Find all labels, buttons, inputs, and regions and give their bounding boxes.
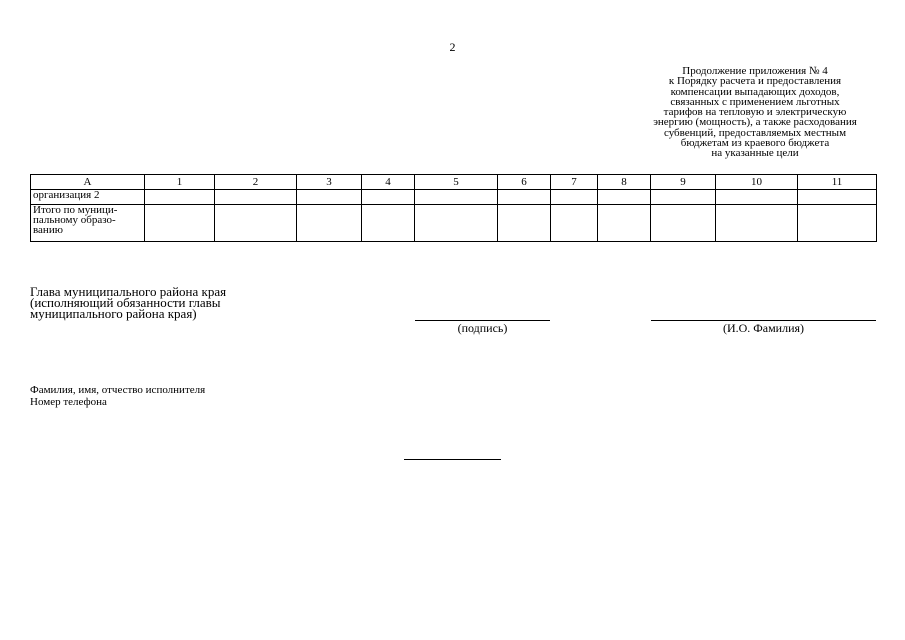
table-cell [145, 205, 215, 242]
table-cell [598, 190, 651, 205]
table-cell [415, 205, 498, 242]
table-cell [716, 190, 798, 205]
appendix-line: энергию (мощность), а также расходования [653, 116, 857, 129]
divider-line [404, 459, 501, 460]
table-cell [362, 190, 415, 205]
table-header-cell: 10 [716, 175, 798, 190]
compensation-table [30, 174, 877, 242]
table-header-cell: 11 [798, 175, 877, 190]
table-row [31, 205, 877, 242]
appendix-line: тарифов на тепловую и электрическую [663, 106, 847, 119]
table-header-row [31, 175, 877, 190]
table-header-cell: 6 [498, 175, 551, 190]
appendix-line: компенсации выпадающих доходов, [670, 85, 840, 98]
table-header-cell: 4 [362, 175, 415, 190]
signatory-title-line: Глава муниципального района края [30, 284, 227, 299]
table-header-cell: 5 [415, 175, 498, 190]
table-cell [598, 205, 651, 242]
table-cell [297, 190, 362, 205]
table-cell [498, 205, 551, 242]
executor-phone-label: Номер телефона [30, 396, 107, 408]
name-caption: (И.О. Фамилия) [722, 321, 805, 335]
table-cell [145, 190, 215, 205]
table-header-cell: 3 [297, 175, 362, 190]
table-header-cell: 1 [145, 175, 215, 190]
appendix-line: связанных с применением льготных [670, 95, 840, 108]
appendix-line: субвенций, предоставляемых местным [663, 126, 847, 139]
table-header-cell: 8 [598, 175, 651, 190]
table-cell: Итого по муници- пальному образо- ванию [31, 205, 145, 242]
signature-caption: (подпись) [457, 321, 508, 335]
table-row [31, 190, 877, 205]
appendix-line: Продолжение приложения № 4 [682, 65, 828, 77]
appendix-line: на указанные цели [711, 147, 799, 160]
table-cell [551, 190, 598, 205]
table-cell [297, 205, 362, 242]
table-cell [651, 205, 716, 242]
appendix-line: к Порядку расчета и предоставления [668, 75, 842, 88]
table-cell [215, 205, 297, 242]
signatory-title-line: муниципального района края) [30, 306, 197, 321]
table-cell [716, 205, 798, 242]
table-cell [415, 190, 498, 205]
table-cell [551, 205, 598, 242]
table-cell: организация 2 [31, 190, 145, 205]
page-number: 2 [449, 40, 456, 54]
table-cell [798, 205, 877, 242]
table-header-cell: 2 [215, 175, 297, 190]
table-header-cell: А [31, 175, 145, 190]
signatory-title-line: (исполняющий обязанности главы [30, 295, 221, 310]
table-cell [215, 190, 297, 205]
table-cell [651, 190, 716, 205]
table-cell [798, 190, 877, 205]
appendix-line: бюджетам из краевого бюджета [680, 137, 830, 150]
table-cell [362, 205, 415, 242]
table-cell [498, 190, 551, 205]
table-header-cell: 9 [651, 175, 716, 190]
appendix-heading [620, 66, 890, 159]
executor-info [30, 384, 205, 408]
executor-name-label: Фамилия, имя, отчество исполнителя [30, 384, 206, 396]
table-header-cell: 7 [551, 175, 598, 190]
signatory-title [30, 286, 226, 319]
